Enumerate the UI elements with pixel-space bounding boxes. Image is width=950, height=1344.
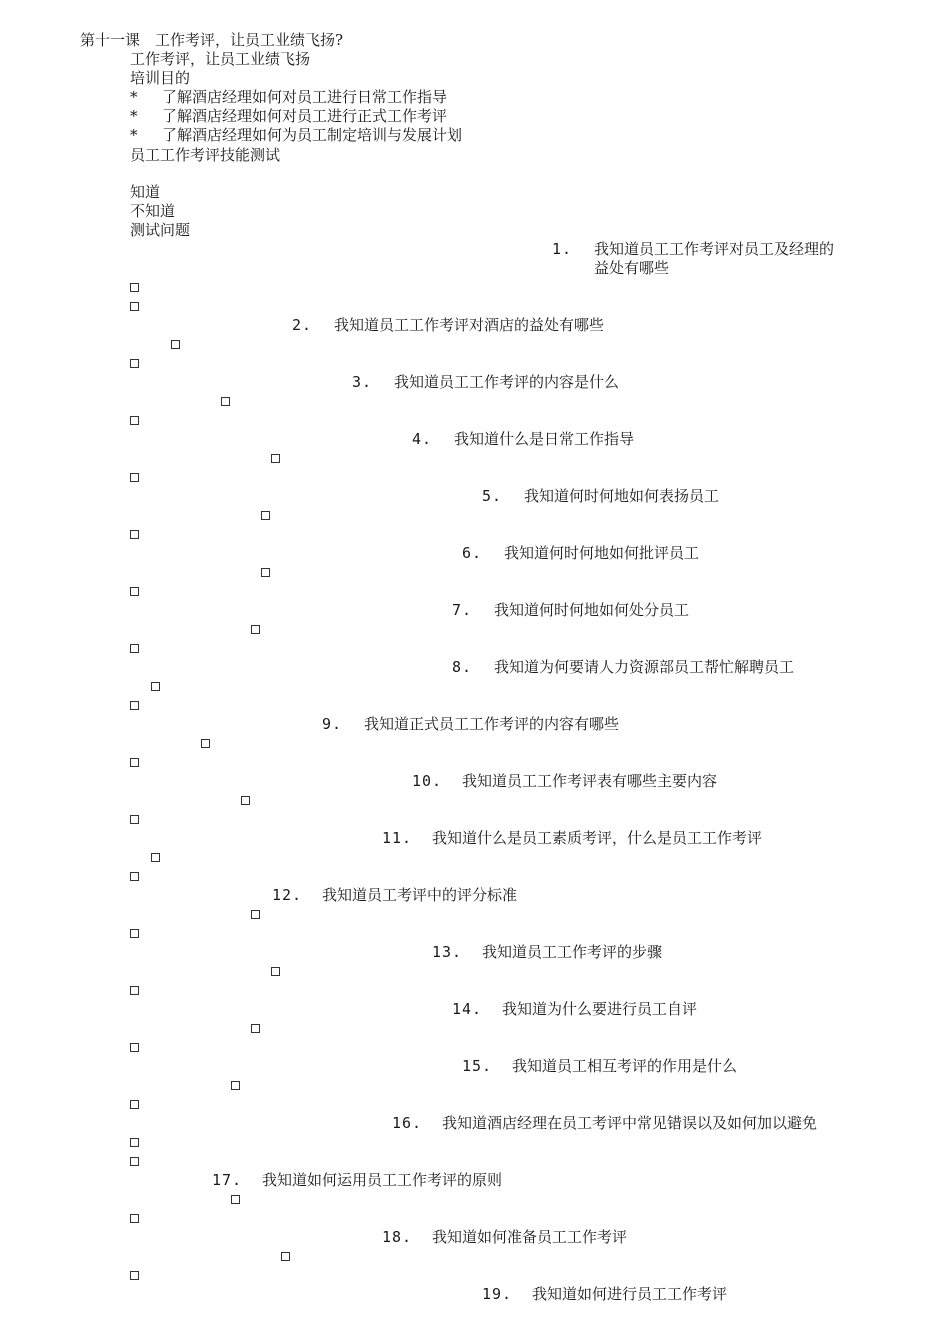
- question-number: 11.: [382, 829, 413, 847]
- bullet-icon: *: [130, 107, 138, 125]
- dont-know-checkbox-2[interactable]: [130, 359, 139, 368]
- question-number: 19.: [482, 1285, 513, 1303]
- question-text: 我知道员工工作考评对员工及经理的: [594, 240, 835, 258]
- dont-know-checkbox-14[interactable]: [130, 1043, 139, 1052]
- question-6: [462, 543, 699, 563]
- dont-know-checkbox-15[interactable]: [130, 1100, 139, 1109]
- dont-know-checkbox-18[interactable]: [130, 1271, 139, 1280]
- page-title: 第十一课 工作考评，让员工业绩飞扬?: [80, 31, 344, 49]
- know-checkbox-6[interactable]: [261, 568, 270, 577]
- question-number: 17.: [212, 1171, 243, 1189]
- dont-know-checkbox-5[interactable]: [130, 530, 139, 539]
- question-8: [452, 657, 794, 677]
- question-14: [452, 999, 697, 1019]
- objective-item-2: [130, 106, 447, 126]
- legend-dont-know: 不知道: [130, 202, 176, 220]
- question-1-continued: 益处有哪些: [594, 259, 670, 277]
- objective-text: 了解酒店经理如何对员工进行正式工作考评: [162, 107, 448, 125]
- question-text: 我知道酒店经理在员工考评中常见错误以及如何加以避免: [442, 1114, 818, 1132]
- dont-know-checkbox-16[interactable]: [130, 1157, 139, 1166]
- question-number: 4.: [412, 430, 433, 448]
- question-12: [272, 885, 517, 905]
- know-checkbox-15[interactable]: [231, 1081, 240, 1090]
- bullet-icon: *: [130, 126, 138, 144]
- page-subtitle: 工作考评，让员工业绩飞扬: [130, 50, 311, 68]
- question-text: 我知道如何进行员工工作考评: [532, 1285, 728, 1303]
- question-5: [482, 486, 719, 506]
- question-4: [412, 429, 634, 449]
- know-checkbox-16[interactable]: [130, 1138, 139, 1147]
- question-text: 我知道什么是日常工作指导: [454, 430, 635, 448]
- question-text: 我知道如何准备员工工作考评: [432, 1228, 628, 1246]
- question-text: 我知道员工工作考评的内容是什么: [394, 373, 620, 391]
- know-checkbox-12[interactable]: [251, 910, 260, 919]
- question-number: 1.: [552, 240, 573, 258]
- question-2: [292, 315, 604, 335]
- question-text: 我知道员工工作考评的步骤: [482, 943, 663, 961]
- question-text: 我知道什么是员工素质考评，什么是员工工作考评: [432, 829, 763, 847]
- know-checkbox-14[interactable]: [251, 1024, 260, 1033]
- know-checkbox-4[interactable]: [271, 454, 280, 463]
- dont-know-checkbox-12[interactable]: [130, 929, 139, 938]
- question-text: 我知道员工工作考评对酒店的益处有哪些: [334, 316, 605, 334]
- question-text: 我知道何时何地如何表扬员工: [524, 487, 720, 505]
- question-11: [382, 828, 762, 848]
- dont-know-checkbox-9[interactable]: [130, 758, 139, 767]
- question-number: 18.: [382, 1228, 413, 1246]
- dont-know-checkbox-17[interactable]: [130, 1214, 139, 1223]
- know-checkbox-3[interactable]: [221, 397, 230, 406]
- question-1: [552, 239, 834, 259]
- objective-item-3: [130, 125, 462, 145]
- dont-know-checkbox-3[interactable]: [130, 416, 139, 425]
- question-number: 2.: [292, 316, 313, 334]
- question-text: 我知道员工相互考评的作用是什么: [512, 1057, 738, 1075]
- bullet-icon: *: [130, 88, 138, 106]
- dont-know-checkbox-4[interactable]: [130, 473, 139, 482]
- dont-know-checkbox-13[interactable]: [130, 986, 139, 995]
- know-checkbox-8[interactable]: [151, 682, 160, 691]
- question-7: [452, 600, 689, 620]
- question-number: 8.: [452, 658, 473, 676]
- dont-know-checkbox-11[interactable]: [130, 872, 139, 881]
- question-number: 12.: [272, 886, 303, 904]
- dont-know-checkbox-7[interactable]: [130, 644, 139, 653]
- question-number: 6.: [462, 544, 483, 562]
- question-number: 7.: [452, 601, 473, 619]
- question-13: [432, 942, 662, 962]
- question-number: 13.: [432, 943, 463, 961]
- question-number: 15.: [462, 1057, 493, 1075]
- know-checkbox-5[interactable]: [261, 511, 270, 520]
- dont-know-checkbox-6[interactable]: [130, 587, 139, 596]
- question-number: 5.: [482, 487, 503, 505]
- objective-text: 了解酒店经理如何对员工进行日常工作指导: [162, 88, 448, 106]
- question-text: 我知道为什么要进行员工自评: [502, 1000, 698, 1018]
- question-text: 我知道员工考评中的评分标准: [322, 886, 518, 904]
- question-number: 16.: [392, 1114, 423, 1132]
- question-text: 我知道何时何地如何处分员工: [494, 601, 690, 619]
- question-10: [412, 771, 717, 791]
- question-text: 我知道员工工作考评表有哪些主要内容: [462, 772, 718, 790]
- dont-know-checkbox-1[interactable]: [130, 302, 139, 311]
- question-text: 我知道正式员工工作考评的内容有哪些: [364, 715, 620, 733]
- question-number: 3.: [352, 373, 373, 391]
- question-17: [212, 1170, 502, 1190]
- dont-know-checkbox-8[interactable]: [130, 701, 139, 710]
- know-checkbox-9[interactable]: [201, 739, 210, 748]
- know-checkbox-17[interactable]: [231, 1195, 240, 1204]
- question-15: [462, 1056, 737, 1076]
- question-text: 我知道何时何地如何批评员工: [504, 544, 700, 562]
- question-19: [482, 1284, 727, 1304]
- know-checkbox-1[interactable]: [130, 283, 139, 292]
- question-9: [322, 714, 619, 734]
- question-number: 10.: [412, 772, 443, 790]
- know-checkbox-10[interactable]: [241, 796, 250, 805]
- objectives-heading: 培训目的: [130, 69, 191, 87]
- question-16: [392, 1113, 817, 1133]
- know-checkbox-13[interactable]: [271, 967, 280, 976]
- know-checkbox-7[interactable]: [251, 625, 260, 634]
- question-18: [382, 1227, 627, 1247]
- question-number: 14.: [452, 1000, 483, 1018]
- question-3: [352, 372, 619, 392]
- question-text: 我知道为何要请人力资源部员工帮忙解聘员工: [494, 658, 795, 676]
- objective-item-1: [130, 87, 447, 107]
- legend-know: 知道: [130, 183, 161, 201]
- dont-know-checkbox-10[interactable]: [130, 815, 139, 824]
- objective-text: 了解酒店经理如何为员工制定培训与发展计划: [162, 126, 463, 144]
- legend-questions: 测试问题: [130, 221, 191, 239]
- question-text: 我知道如何运用员工工作考评的原则: [262, 1171, 503, 1189]
- know-checkbox-2[interactable]: [171, 340, 180, 349]
- question-number: 9.: [322, 715, 343, 733]
- know-checkbox-11[interactable]: [151, 853, 160, 862]
- know-checkbox-18[interactable]: [281, 1252, 290, 1261]
- test-heading: 员工工作考评技能测试: [130, 146, 281, 164]
